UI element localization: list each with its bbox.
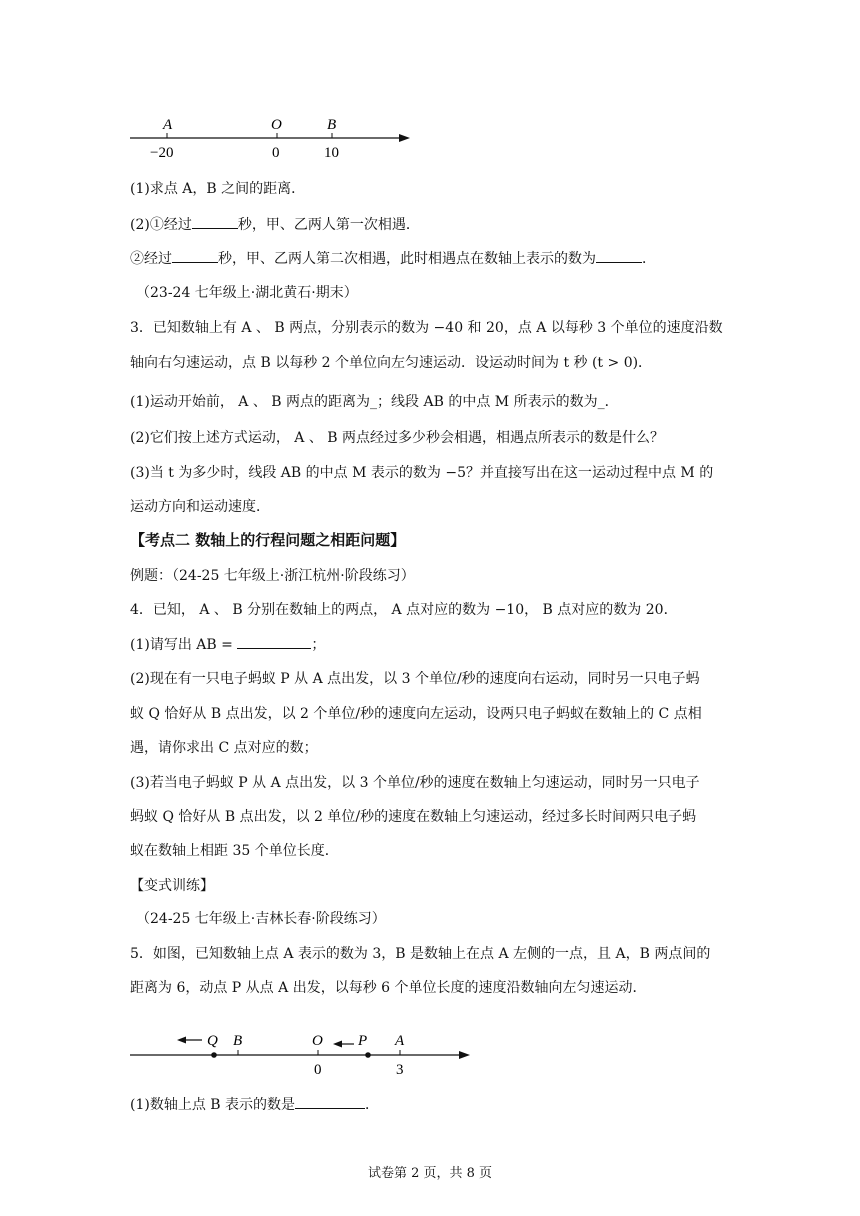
section-heading: 【考点二 数轴上的行程问题之相距问题】 [130,531,406,549]
problem4-q3-line1: (3)若当电子蚂蚁 P 从 A 点出发，以 3 个单位/秒的速度在数轴上匀速运动，同时另一只电子 [130,775,700,791]
label-o: O [271,117,282,133]
p-arrowhead-icon [333,1041,342,1048]
label-b: B [233,1033,243,1049]
problem4-q1 [130,634,730,655]
problem4-q2-line3: 遇，请你求出 C 点对应的数； [130,740,318,756]
q2c-prefix: ②经过 [130,251,172,267]
q2-suffix: 秒，甲、乙两人第一次相遇． [237,217,420,233]
problem4-q3-line2: 蚂蚁 Q 恰好从 B 点出发，以 2 单位/秒的速度在数轴上匀速运动，经过多长时间两只电子蚂 [130,809,697,825]
value-a: −20 [150,145,174,161]
problem2-q2 [130,214,730,235]
problem5-q1 [130,1094,730,1115]
problem5-stem-line1: 5．如图，已知数轴上点 A 表示的数为 3，B 是数轴上在点 A 左侧的一点，且 A，B 两点间的 [130,946,711,962]
problem4-q2-line1: (2)现在有一只电子蚂蚁 P 从 A 点出发，以 3 个单位/秒的速度向右运动，同时另一只电子蚂 [130,671,700,687]
q1-suffix: ． [365,1097,380,1113]
q2-prefix: (2)①经过 [130,217,192,233]
problem3-stem-line1: 3．已知数轴上有 A 、 B 两点，分别表示的数为 −40 和 20，点 A 以每秒 3 个单位的速度沿数 [130,320,723,336]
problem3-source: （23-24 七年级上·湖北黄石·期末） [136,285,358,301]
problem4-q3-line3: 蚁在数轴上相距 35 个单位长度． [130,843,339,859]
q2c-middle: 秒，甲、乙两人第二次相遇，此时相遇点在数轴上表示的数为 [218,251,596,267]
answer-blank[interactable] [295,1094,365,1109]
axis-arrow [459,1051,470,1059]
variant-source: （24-25 七年级上·吉林长春·阶段练习） [136,911,386,927]
problem4-q2-line2: 蚁 Q 恰好从 B 点出发，以 2 个单位/秒的速度向左运动，设两只电子蚂蚁在数轴上的 C 点相 [130,706,702,722]
label-a: A [395,1033,405,1049]
problem3-q1: (1)运动开始前， A 、 B 两点的距离为_；线段 AB 的中点 M 所表示的数为_． [130,394,619,410]
problem3-q3-line1: (3)当 t 为多少时，线段 AB 的中点 M 表示的数为 −5？并直接写出在这一运动过程中点 M 的 [130,465,714,481]
problem3-stem-line2: 轴向右匀速运动，点 B 以每秒 2 个单位向左匀速运动．设运动时间为 t 秒 (t > 0)． [130,355,653,371]
page-footer: 试卷第 2 页，共 8 页 [367,1166,493,1181]
value-o: 0 [314,1062,322,1078]
label-p: P [358,1033,368,1049]
q1-prefix: (1)请写出 AB = [130,637,238,653]
label-b: B [327,117,337,133]
value-b: 10 [324,145,339,161]
label-a: A [163,117,173,133]
q1-prefix: (1)数轴上点 B 表示的数是 [130,1097,296,1113]
point-p [365,1052,371,1058]
number-line-2 [120,1024,480,1080]
problem4-stem: 4．已知， A 、 B 分别在数轴上的两点， A 点对应的数为 −10， B 点对应的数为 20． [130,602,678,618]
q2c-suffix: ． [642,251,656,267]
q-arrowhead-icon [177,1037,186,1044]
label-q: Q [207,1033,218,1049]
example-source: 例题：（24-25 七年级上·浙江杭州·阶段练习） [130,568,415,584]
q1-suffix: ； [311,637,326,653]
value-a: 3 [396,1062,404,1078]
answer-blank[interactable] [172,248,218,263]
answer-blank[interactable] [192,214,238,229]
label-o: O [312,1033,323,1049]
problem5-stem-line2: 距离为 6，动点 P 从点 A 出发，以每秒 6 个单位长度的速度沿数轴向左匀速运动． [130,980,647,996]
answer-blank[interactable] [237,634,311,649]
problem3-q3-line2: 运动方向和运动速度． [130,499,270,515]
problem3-q2: (2)它们按上述方式运动， A 、 B 两点经过多少秒会相遇，相遇点所表示的数是什么？ [130,430,665,446]
variant-heading: 【变式训练】 [130,878,214,894]
answer-blank[interactable] [596,248,642,263]
problem2-q2c [130,248,730,269]
axis-arrow [399,134,410,142]
value-o: 0 [272,145,280,161]
point-q [211,1052,217,1058]
problem2-q1: (1)求点 A，B 之间的距离． [130,181,306,197]
number-line-1 [120,108,420,164]
